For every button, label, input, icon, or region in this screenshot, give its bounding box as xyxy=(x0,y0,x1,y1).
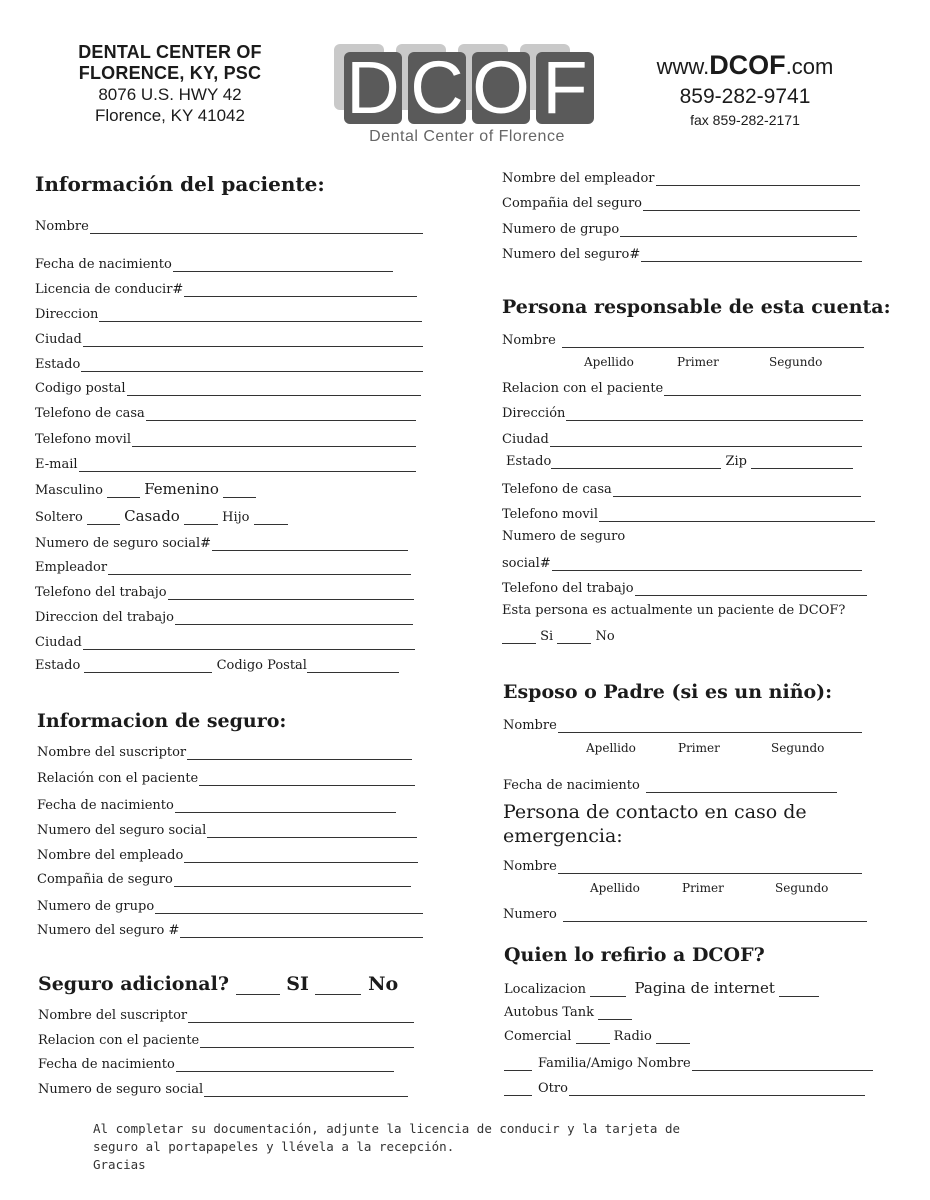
dcof-logo xyxy=(332,42,602,160)
child-label: Hijo xyxy=(222,510,250,525)
responsible-lastname-caption: Apellido xyxy=(584,355,634,369)
street-address: 8076 U.S. HWY 42 xyxy=(98,85,242,104)
responsible-mobile-phone-field[interactable]: Telefono movil xyxy=(502,504,875,522)
employer-name-field[interactable]: Nombre del empleador xyxy=(502,168,860,186)
responsible-middle-caption: Segundo xyxy=(769,355,823,369)
responsible-ssn-label: Numero de seguro xyxy=(502,529,626,544)
insurance-section-title: Informacion de seguro: xyxy=(37,710,287,732)
subscriber-name-field[interactable]: Nombre del suscriptor xyxy=(37,742,412,760)
footer-line-1: Al completar su documentación, adjunte la licencia de conducir y la tarjeta de xyxy=(93,1121,680,1136)
spouse-middle-caption: Segundo xyxy=(771,741,825,755)
marital-options xyxy=(35,507,288,525)
responsible-home-phone-field[interactable]: Telefono de casa xyxy=(502,479,861,497)
referral-row-3 xyxy=(504,1029,690,1044)
male-blank[interactable] xyxy=(107,485,140,498)
responsible-si-blank[interactable] xyxy=(502,631,536,644)
subscriber-employee-field[interactable]: Nombre del empleado xyxy=(37,845,418,863)
emergency-lastname-caption: Apellido xyxy=(590,881,640,895)
referral-other-check-blank[interactable] xyxy=(504,1083,532,1096)
referral-family-field[interactable]: Familia/Amigo Nombre xyxy=(504,1053,873,1071)
child-blank[interactable] xyxy=(254,512,288,525)
emergency-name-field[interactable]: Nombre xyxy=(503,856,862,874)
patient-birthdate-field[interactable]: Fecha de nacimiento xyxy=(35,254,393,272)
footer-line-2: seguro al portapapeles y llévela a la recepción. xyxy=(93,1139,455,1154)
logo-letter-o: O xyxy=(472,46,530,129)
female-blank[interactable] xyxy=(223,485,256,498)
married-blank[interactable] xyxy=(184,512,218,525)
patient-zip-field[interactable]: Codigo postal xyxy=(35,378,421,396)
responsible-ssn-field[interactable]: social# xyxy=(502,553,862,571)
work-state-blank[interactable] xyxy=(84,660,212,673)
referral-radio-blank[interactable] xyxy=(656,1031,690,1044)
fax-number: fax 859-282-2171 xyxy=(690,112,800,128)
additional-ssn-field[interactable]: Numero de seguro social xyxy=(38,1079,408,1097)
contact-info xyxy=(640,50,850,128)
patient-work-address-field[interactable]: Direccion del trabajo xyxy=(35,607,413,625)
policy-number-field[interactable]: Numero del seguro # xyxy=(37,920,423,938)
responsible-first-caption: Primer xyxy=(677,355,719,369)
additional-no-blank[interactable] xyxy=(315,978,361,995)
referral-other-field[interactable]: Otro xyxy=(504,1078,865,1096)
responsible-zip-label: Zip xyxy=(725,454,747,469)
patient-work-city-field[interactable]: Ciudad xyxy=(35,632,415,650)
spouse-first-caption: Primer xyxy=(678,741,720,755)
responsible-zip-blank[interactable] xyxy=(751,456,853,469)
additional-no-label: No xyxy=(368,973,399,995)
referral-location-blank[interactable] xyxy=(590,984,626,997)
female-label: Femenino xyxy=(144,480,219,498)
single-blank[interactable] xyxy=(87,512,120,525)
responsible-is-patient-options xyxy=(502,629,615,644)
male-label: Masculino xyxy=(35,483,103,498)
responsible-relation-field[interactable]: Relacion con el paciente xyxy=(502,378,861,396)
insurer-policy-field[interactable]: Numero del seguro# xyxy=(502,244,862,262)
patient-email-field[interactable]: E-mail xyxy=(35,454,416,472)
subscriber-relation-field[interactable]: Relación con el paciente xyxy=(37,768,415,786)
logo-letter-c: C xyxy=(410,46,464,129)
gender-options xyxy=(35,480,256,498)
spouse-birthdate-field[interactable]: Fecha de nacimiento xyxy=(503,775,837,793)
referral-bus-blank[interactable] xyxy=(598,1007,632,1020)
referral-bus-label: Autobus Tank xyxy=(504,1005,594,1020)
responsible-address-field[interactable]: Dirección xyxy=(502,403,863,421)
referral-commercial-label: Comercial xyxy=(504,1029,572,1044)
responsible-no-label: No xyxy=(595,629,615,644)
work-zip-label: Codigo Postal xyxy=(216,658,307,673)
practice-address xyxy=(40,42,300,126)
responsible-state-label: Estado xyxy=(506,454,552,469)
additional-subscriber-field[interactable]: Nombre del suscriptor xyxy=(38,1005,414,1023)
patient-work-phone-field[interactable]: Telefono del trabajo xyxy=(35,582,414,600)
subscriber-birthdate-field[interactable]: Fecha de nacimiento xyxy=(37,795,396,813)
responsible-name-field[interactable]: Nombre xyxy=(502,330,864,348)
responsible-state-blank[interactable] xyxy=(551,456,721,469)
responsible-is-patient-question: Esta persona es actualmente un paciente de DCOF? xyxy=(502,603,846,618)
insurance-company-field[interactable]: Compañia de seguro xyxy=(37,869,411,887)
referral-family-check-blank[interactable] xyxy=(504,1058,532,1071)
work-state-zip-row xyxy=(35,658,399,673)
phone-number: 859-282-9741 xyxy=(679,85,811,108)
referral-website-label: Pagina de internet xyxy=(634,979,775,997)
referral-row-1 xyxy=(504,979,819,997)
work-state-label: Estado xyxy=(35,658,81,673)
referral-location-label: Localizacion xyxy=(504,982,587,997)
insurer-group-field[interactable]: Numero de grupo xyxy=(502,219,857,237)
practice-name-line-1: DENTAL CENTER OF xyxy=(78,42,262,62)
additional-birthdate-field[interactable]: Fecha de nacimiento xyxy=(38,1054,394,1072)
patient-name-field[interactable]: Nombre xyxy=(35,216,423,234)
patient-employer-field[interactable]: Empleador xyxy=(35,557,411,575)
practice-name-line-2: FLORENCE, KY, PSC xyxy=(78,63,262,83)
additional-relation-field[interactable]: Relacion con el paciente xyxy=(38,1030,414,1048)
patient-section-title: Información del paciente: xyxy=(35,172,325,196)
referral-website-blank[interactable] xyxy=(779,984,819,997)
patient-city-field[interactable]: Ciudad xyxy=(35,329,423,347)
work-zip-blank[interactable] xyxy=(307,660,399,673)
logo-letter-d: D xyxy=(346,46,400,129)
patient-ssn-field[interactable]: Numero de seguro social# xyxy=(35,533,408,551)
referral-section-title: Quien lo refirio a DCOF? xyxy=(504,944,765,966)
single-label: Soltero xyxy=(35,510,83,525)
additional-insurance-title: Seguro adicional? SI No xyxy=(38,973,399,995)
emergency-middle-caption: Segundo xyxy=(775,881,829,895)
additional-si-label: SI xyxy=(286,973,309,995)
patient-mobile-phone-field[interactable]: Telefono movil xyxy=(35,429,416,447)
additional-si-blank[interactable] xyxy=(236,978,280,995)
logo-letter-f: F xyxy=(542,46,588,129)
city-state-zip: Florence, KY 41042 xyxy=(95,106,245,125)
emergency-number-field[interactable]: Numero xyxy=(503,904,867,922)
footer-thanks: Gracias xyxy=(93,1157,146,1172)
patient-home-phone-field[interactable]: Telefono de casa xyxy=(35,403,416,421)
married-label: Casado xyxy=(124,507,180,525)
responsible-city-field[interactable]: Ciudad xyxy=(502,429,862,447)
responsible-si-label: Si xyxy=(540,629,554,644)
footer-instructions xyxy=(93,1120,680,1174)
spouse-name-field[interactable]: Nombre xyxy=(503,715,862,733)
website: www.DCOF.com xyxy=(656,50,834,80)
patient-license-field[interactable]: Licencia de conducir# xyxy=(35,279,417,297)
responsible-no-blank[interactable] xyxy=(557,631,591,644)
patient-state-field[interactable]: Estado xyxy=(35,354,423,372)
responsible-state-zip-row xyxy=(506,454,853,469)
referral-radio-label: Radio xyxy=(613,1029,652,1044)
subscriber-ssn-field[interactable]: Numero del seguro social xyxy=(37,820,417,838)
referral-row-2 xyxy=(504,1005,632,1020)
emergency-section-title: Persona de contacto en caso de emergencia: xyxy=(503,801,807,847)
group-number-field[interactable]: Numero de grupo xyxy=(37,896,423,914)
responsible-work-phone-field[interactable]: Telefono del trabajo xyxy=(502,578,867,596)
referral-commercial-blank[interactable] xyxy=(576,1031,610,1044)
insurer-company-field[interactable]: Compañia del seguro xyxy=(502,193,860,211)
patient-address-field[interactable]: Direccion xyxy=(35,304,422,322)
logo-caption: Dental Center of Florence xyxy=(369,128,565,145)
emergency-first-caption: Primer xyxy=(682,881,724,895)
responsible-section-title: Persona responsable de esta cuenta: xyxy=(502,296,891,318)
spouse-section-title: Esposo o Padre (si es un niño): xyxy=(503,681,833,703)
spouse-lastname-caption: Apellido xyxy=(586,741,636,755)
